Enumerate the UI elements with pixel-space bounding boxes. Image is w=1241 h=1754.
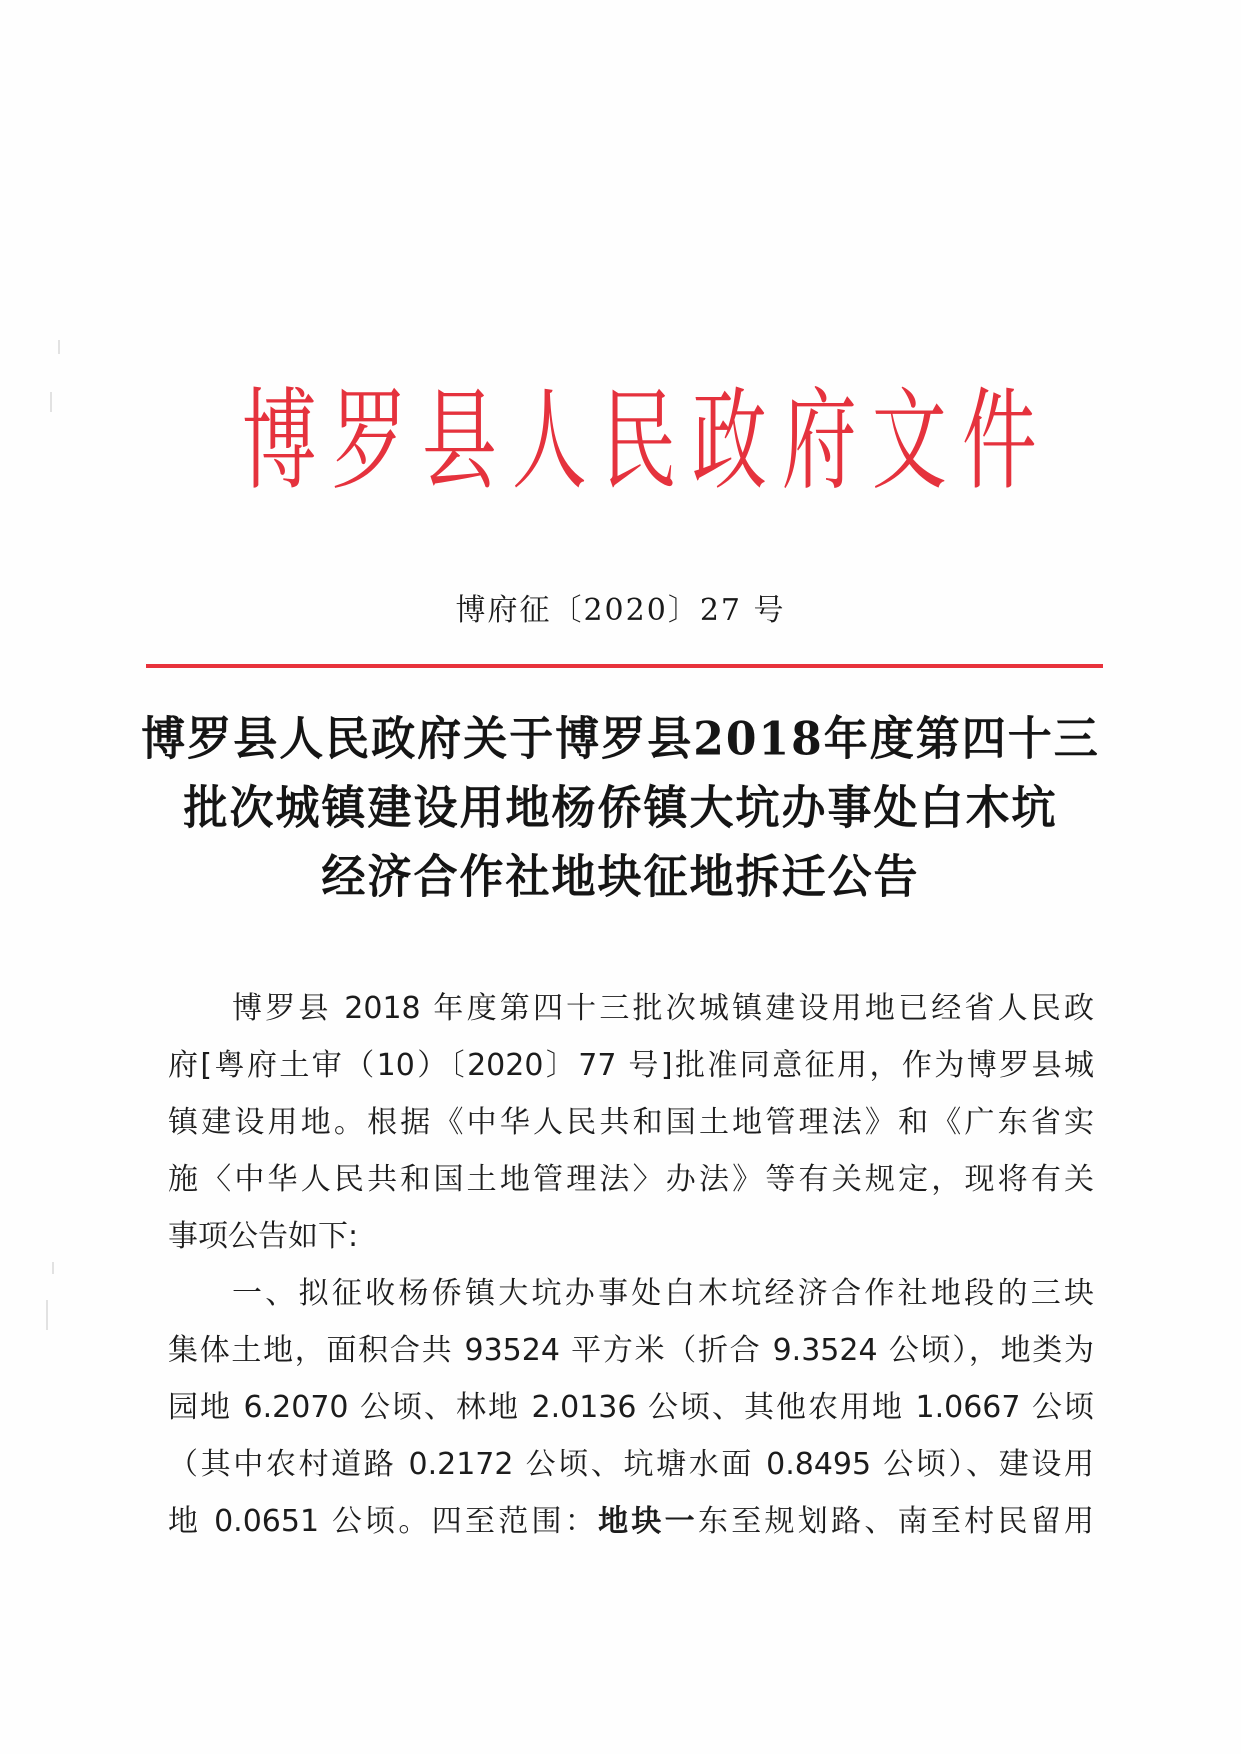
body-line: 镇建设用地。根据《中华人民共和国土地管理法》和《广东省实 bbox=[168, 1105, 1094, 1140]
body-line: 园地 6.2070 公顷、林地 2.0136 公顷、其他农用地 1.0667 公顷 bbox=[168, 1390, 1094, 1425]
document-number: 博府征〔2020〕27 号 bbox=[455, 593, 786, 628]
document-body bbox=[168, 980, 1094, 1550]
heading-char: 罗 bbox=[331, 376, 407, 505]
heading-char: 民 bbox=[601, 376, 677, 505]
scan-mark bbox=[52, 1262, 54, 1274]
body-line: 博罗县 2018 年度第四十三批次城镇建设用地已经省人民政 bbox=[232, 991, 1094, 1026]
heading-char: 府 bbox=[781, 376, 857, 505]
heading-char: 县 bbox=[421, 376, 497, 505]
document-title bbox=[0, 705, 1241, 912]
body-line: （其中农村道路 0.2172 公顷、坑塘水面 0.8495 公顷）、建设用 bbox=[168, 1447, 1094, 1482]
heading-char: 博 bbox=[241, 376, 317, 505]
heading-char: 文 bbox=[871, 376, 947, 505]
red-divider bbox=[146, 664, 1103, 668]
body-line: 施〈中华人民共和国土地管理法〉办法》等有关规定，现将有关 bbox=[168, 1162, 1094, 1197]
body-line: 府[粤府土审（10）〔2020〕77 号]批准同意征用，作为博罗县城 bbox=[168, 1048, 1094, 1083]
issuing-authority-heading bbox=[232, 376, 1037, 505]
parcel-label: 地块一 bbox=[598, 1504, 698, 1539]
body-line: 一、拟征收杨侨镇大坑办事处白木坑经济合作社地段的三块 bbox=[232, 1276, 1094, 1311]
body-line: 事项公告如下: bbox=[168, 1219, 359, 1254]
scan-mark bbox=[46, 1300, 48, 1330]
scan-mark bbox=[58, 340, 60, 354]
title-line: 博罗县人民政府关于博罗县2018年度第四十三 bbox=[141, 712, 1100, 767]
title-line: 批次城镇建设用地杨侨镇大坑办事处白木坑 bbox=[183, 781, 1058, 836]
body-text: 东至规划路、南至村民留用 bbox=[697, 1504, 1095, 1539]
scan-mark bbox=[50, 392, 52, 412]
body-line-final bbox=[168, 1493, 1094, 1550]
body-text: 地 0.0651 公顷。四至范围： bbox=[168, 1504, 599, 1539]
heading-char: 件 bbox=[961, 376, 1037, 505]
title-line: 经济合作社地块征地拆迁公告 bbox=[321, 850, 920, 905]
heading-char: 政 bbox=[691, 376, 767, 505]
heading-char: 人 bbox=[511, 376, 587, 505]
body-line: 集体土地，面积合共 93524 平方米（折合 9.3524 公顷），地类为 bbox=[168, 1333, 1094, 1368]
